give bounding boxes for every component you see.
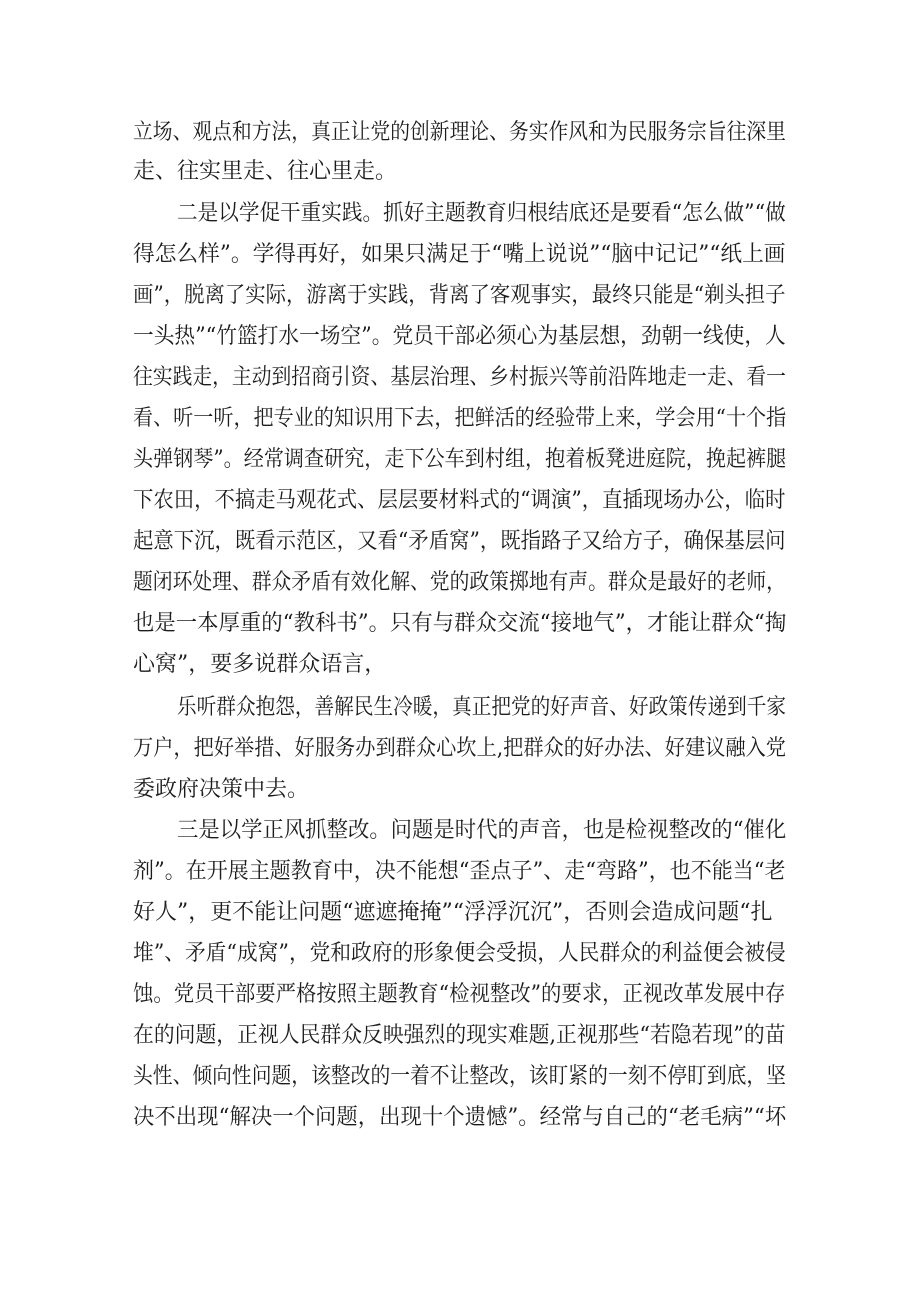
text-line: 走、往实里走、往心里走。: [133, 159, 398, 184]
text-line: 一头热”“竹篮打水一场空”。党员干部必须心为基层想，劲朝一线使，人: [133, 324, 786, 349]
text-line: 得怎么样”。学得再好，如果只满足于“嘴上说说”“脑中记记”“纸上画: [133, 242, 786, 267]
text-line: 决不出现“解决一个问题，出现十个遗憾”。经常与自己的“老毛病”“坏: [133, 1105, 787, 1130]
text-line: 也是一本厚重的“教科书”。只有与群众交流“接地气”，才能让群众“掏: [133, 611, 787, 636]
text-line: 好人”，更不能让问题“遮遮掩掩”“浮浮沉沉”，否则会造成问题“扎: [133, 900, 773, 925]
text-line: 心窝”，要多说群众语言，: [133, 652, 387, 677]
text-line: 乐听群众抱怨，善解民生冷暖，真正把党的好声音、好政策传递到千家: [177, 695, 787, 720]
text-line: 立场、观点和方法，真正让党的创新理论、务实作风和为民服务宗旨往深里: [133, 120, 786, 145]
text-line: 堆”、矛盾“成窝”，党和政府的形象便会受损，人民群众的利益便会被侵: [133, 941, 786, 966]
text-line: 下农田，不搞走马观花式、层层要材料式的“调演”，直插现场办公，临时: [133, 488, 786, 513]
text-line: 蚀。党员干部要严格按照主题教育“检视整改”的要求，正视改革发展中存: [133, 982, 786, 1007]
text-line: 三是以学正风抓整改。问题是时代的声音，也是检视整改的“催化: [177, 818, 787, 843]
text-line: 画”，脱离了实际，游离于实践，背离了客观事实，最终只能是“剃头担子: [133, 283, 786, 308]
text-line: 头弹钢琴”。经常调查研究，走下公车到村组，抱着板凳进庭院，挽起裤腿: [133, 447, 787, 472]
text-line: 起意下沉，既看示范区，又看“矛盾窝”，既指路子又给方子，确保基层问: [133, 529, 786, 554]
text-line: 往实践走，主动到招商引资、基层治理、乡村振兴等前沿阵地走一走、看一: [133, 365, 786, 390]
text-line: 委政府决策中去。: [133, 777, 310, 802]
text-line: 二是以学促干重实践。抓好主题教育归根结底还是要看“怎么做”“做: [177, 201, 786, 226]
text-line: 题闭环处理、群众矛盾有效化解、党的政策掷地有声。群众是最好的老师，: [133, 570, 786, 595]
text-line: 在的问题，正视人民群众反映强烈的现实难题,正视那些“若隐若现”的苗: [133, 1023, 786, 1048]
text-line: 剂”。在开展主题教育中，决不能想“歪点子”、走“弯路”，也不能当“老: [133, 859, 786, 884]
text-line: 看、听一听，把专业的知识用下去，把鲜活的经验带上来，学会用“十个指: [133, 406, 787, 431]
text-line: 万户，把好举措、好服务办到群众心坎上,把群众的好办法、好建议融入党: [133, 736, 786, 761]
text-line: 头性、倾向性问题，该整改的一着不让整改，该盯紧的一刻不停盯到底，坚: [133, 1064, 786, 1089]
